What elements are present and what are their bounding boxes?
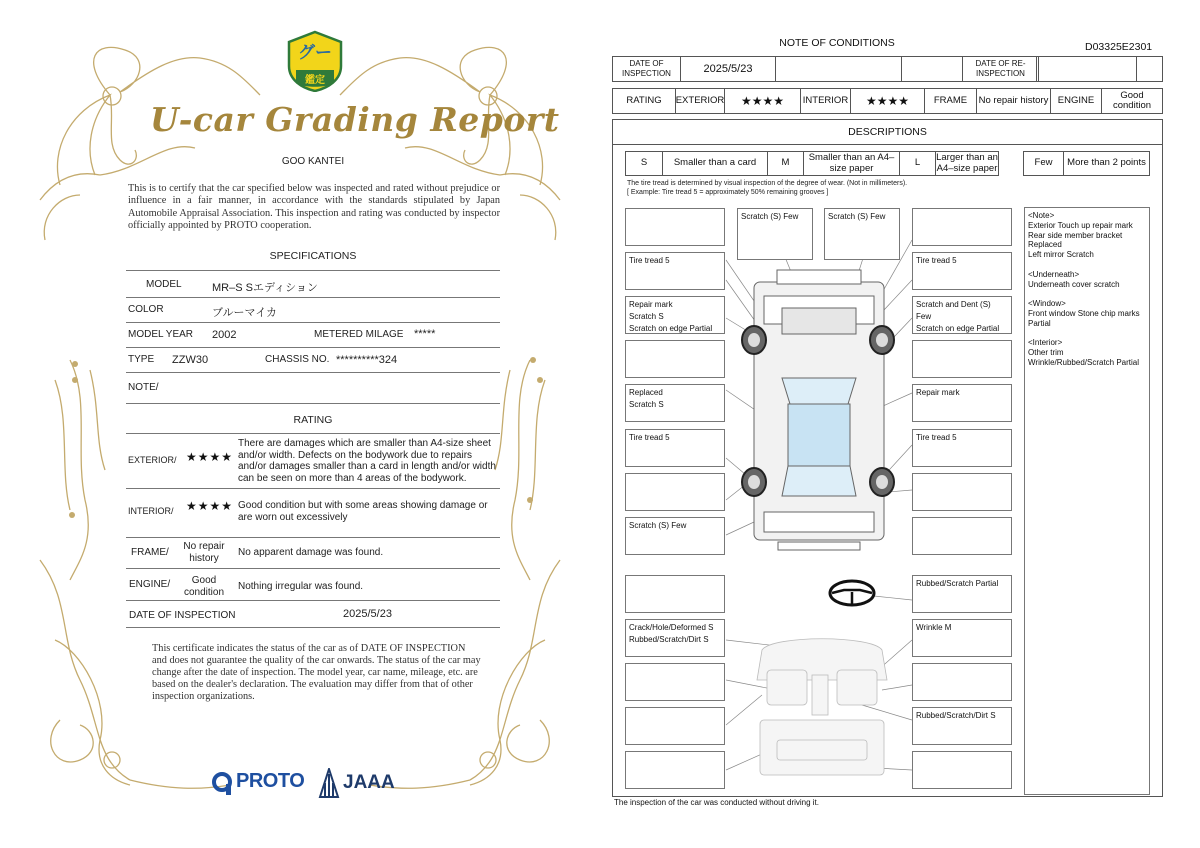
interior-rating-stars: ★★★★	[851, 89, 925, 113]
condition-notes: <Note> Exterior Touch up repair mark Rear side member bracket Replaced Left mirror Scratch <Underneath> Underneath cover scratch <Window> Front window Stone chip marks Partial <Interior> Other trim Wrinkle/Rubbed/Scratch Partial	[1024, 207, 1150, 795]
descriptions-heading: DESCRIPTIONS	[612, 119, 1163, 145]
badge-top-text: グー	[298, 43, 332, 63]
type-label: TYPE	[128, 354, 155, 365]
right-description-box	[912, 751, 1012, 789]
sheet-footer: The inspection of the car was conducted without driving it.	[614, 798, 819, 807]
legend-few-desc: More than 2 points	[1067, 157, 1146, 169]
legend-m-desc: Smaller than an A4–size paper	[804, 152, 900, 175]
left-description-box: Tire tread 5	[625, 252, 725, 290]
interior-description: Good condition but with some areas showing damage or are worn out excessively	[238, 500, 488, 523]
date-of-inspection-value: 2025/5/23	[343, 608, 392, 620]
right-description-box	[912, 473, 1012, 511]
color-label: COLOR	[128, 304, 164, 315]
steering-wheel-icon	[830, 581, 874, 605]
left-description-box	[625, 575, 725, 613]
right-description-box	[912, 663, 1012, 701]
date-of-inspection-label: DATE OF INSPECTION	[613, 57, 681, 81]
document-id: D03325E2301	[1085, 41, 1153, 53]
jaaa-logo-text: JAAA	[343, 772, 395, 793]
right-description-box: Wrinkle M	[912, 619, 1012, 657]
tire-example: [ Example: Tire tread 5 = approximately 50% remaining grooves ]	[627, 189, 829, 196]
exterior-rating-stars: ★★★★	[186, 450, 234, 464]
legend-few: Few	[1024, 152, 1064, 175]
legend-l-desc: Larger than an A4–size paper	[936, 152, 998, 174]
type-value: ZZW30	[172, 354, 209, 366]
proto-logo-text: PROTO	[236, 770, 305, 792]
badge-bottom-text: 鑑定	[305, 75, 325, 86]
right-description-box	[912, 208, 1012, 246]
right-description-box	[912, 517, 1012, 555]
left-description-box: Replaced Scratch S	[625, 384, 725, 422]
certificate-disclaimer: This certificate indicates the status of the car as of DATE OF INSPECTION and does not guarantee the quality of the car onwards. The status of the car may change after the date of inspection. The model year, car name, mileage, etc. are based on the dealer's declaration. The evaluation may differ from that of other inspection organizations.	[152, 643, 481, 703]
divider	[126, 322, 500, 323]
certificate-title: U-car Grading Report	[150, 100, 560, 139]
model-year-label: MODEL YEAR	[128, 329, 194, 340]
left-description-box: Crack/Hole/Deformed S Rubbed/Scratch/Dirt S	[625, 619, 725, 657]
metered-milage-value: *****	[414, 328, 436, 340]
engine-label: ENGINE/	[129, 579, 171, 590]
date-of-inspection-value: 2025/5/23	[681, 57, 776, 81]
top-description-box: Scratch (S) Few	[737, 208, 813, 260]
exterior-label: EXTERIOR	[676, 89, 725, 113]
right-description-box: Repair mark	[912, 384, 1012, 422]
left-description-box: Repair mark Scratch S Scratch on edge Partial	[625, 296, 725, 334]
divider	[126, 488, 500, 489]
right-description-box: Tire tread 5	[912, 429, 1012, 467]
exterior-description: There are damages which are smaller than A4-size sheet and/or width. Defects on the bodywork due to repairs and/or damages smaller than a card in length and/or width can be seen on more than 4 areas of the bodywork.	[238, 438, 496, 484]
date-of-reinspection-label: DATE OF RE-INSPECTION	[963, 57, 1039, 81]
rating-label: RATING	[613, 89, 676, 113]
size-legend	[625, 151, 999, 176]
interior-rating-stars: ★★★★	[186, 499, 234, 513]
model-year-value: 2002	[212, 329, 237, 341]
few-legend	[1023, 151, 1150, 176]
exterior-label: EXTERIOR/	[128, 455, 177, 465]
left-description-box: Scratch (S) Few	[625, 517, 725, 555]
divider	[126, 372, 500, 373]
right-description-box: Rubbed/Scratch Partial	[912, 575, 1012, 613]
frame-label: FRAME	[925, 89, 977, 113]
legend-m: M	[768, 152, 804, 175]
date-of-reinspection-value	[1039, 57, 1137, 81]
divider	[126, 537, 500, 538]
proto-logo-icon	[212, 770, 236, 796]
interior-label: INTERIOR/	[128, 506, 174, 516]
frame-value: No repair history	[183, 541, 225, 564]
legend-s-desc: Smaller than a card	[663, 152, 768, 175]
model-label: MODEL	[146, 279, 182, 290]
sheet-title: NOTE OF CONDITIONS	[779, 37, 895, 49]
divider	[126, 270, 500, 271]
engine-value: Good condition	[1112, 89, 1152, 111]
cell-divider	[1036, 57, 1037, 81]
jaaa-logo-icon	[318, 768, 340, 798]
certificate-subtitle: GOO KANTEI	[281, 156, 345, 167]
top-description-box: Scratch (S) Few	[824, 208, 900, 260]
note-label: NOTE/	[128, 382, 159, 393]
left-description-box	[625, 707, 725, 745]
right-description-box: Scratch and Dent (S) Few Scratch on edge Partial	[912, 296, 1012, 334]
empty-cell	[776, 57, 902, 81]
left-description-box	[625, 663, 725, 701]
right-description-box: Rubbed/Scratch/Dirt S	[912, 707, 1012, 745]
date-of-inspection-label: DATE OF INSPECTION	[129, 610, 236, 621]
rating-heading: RATING	[293, 414, 333, 426]
rating-row	[612, 88, 1163, 114]
engine-label: ENGINE	[1051, 89, 1102, 113]
chassis-label: CHASSIS NO.	[265, 354, 330, 365]
empty-cell	[902, 57, 963, 81]
engine-description: Nothing irregular was found.	[238, 581, 364, 592]
divider	[126, 297, 500, 298]
metered-milage-label: METERED MILAGE	[314, 329, 404, 340]
right-description-box: Tire tread 5	[912, 252, 1012, 290]
frame-value: No repair history	[977, 89, 1051, 113]
left-description-box	[625, 473, 725, 511]
chassis-value: **********324	[336, 354, 398, 366]
engine-value: Good condition	[183, 575, 225, 598]
empty-cell	[1137, 57, 1164, 81]
left-description-box	[625, 751, 725, 789]
certification-statement: This is to certify that the car specified below was inspected and rated without prejudice or influence in a fair manner, in accordance with the standards stipulated by Japan Automobile Appraisal Association. This inspection and rating was conducted by inspector officially appointed by PROTO cooperation.	[128, 183, 500, 232]
divider	[126, 433, 500, 434]
specifications-heading: SPECIFICATIONS	[269, 250, 357, 262]
tire-note: The tire tread is determined by visual inspection of the degree of wear. (Not in millimeters).	[627, 180, 908, 187]
model-value: MR–S Sエディション	[212, 282, 318, 294]
left-description-box: Tire tread 5	[625, 429, 725, 467]
divider	[126, 347, 500, 348]
exterior-rating-stars: ★★★★	[725, 89, 801, 113]
frame-label: FRAME/	[131, 547, 169, 558]
left-description-box	[625, 208, 725, 246]
right-description-box	[912, 340, 1012, 378]
legend-s: S	[626, 152, 663, 175]
divider	[126, 627, 500, 628]
legend-l: L	[900, 152, 936, 175]
divider	[126, 568, 500, 569]
divider	[126, 600, 500, 601]
left-description-box	[625, 340, 725, 378]
frame-description: No apparent damage was found.	[238, 547, 384, 558]
interior-label: INTERIOR	[801, 89, 851, 113]
date-row	[612, 56, 1163, 82]
color-value: ブルーマイカ	[212, 307, 278, 319]
divider	[126, 403, 500, 404]
